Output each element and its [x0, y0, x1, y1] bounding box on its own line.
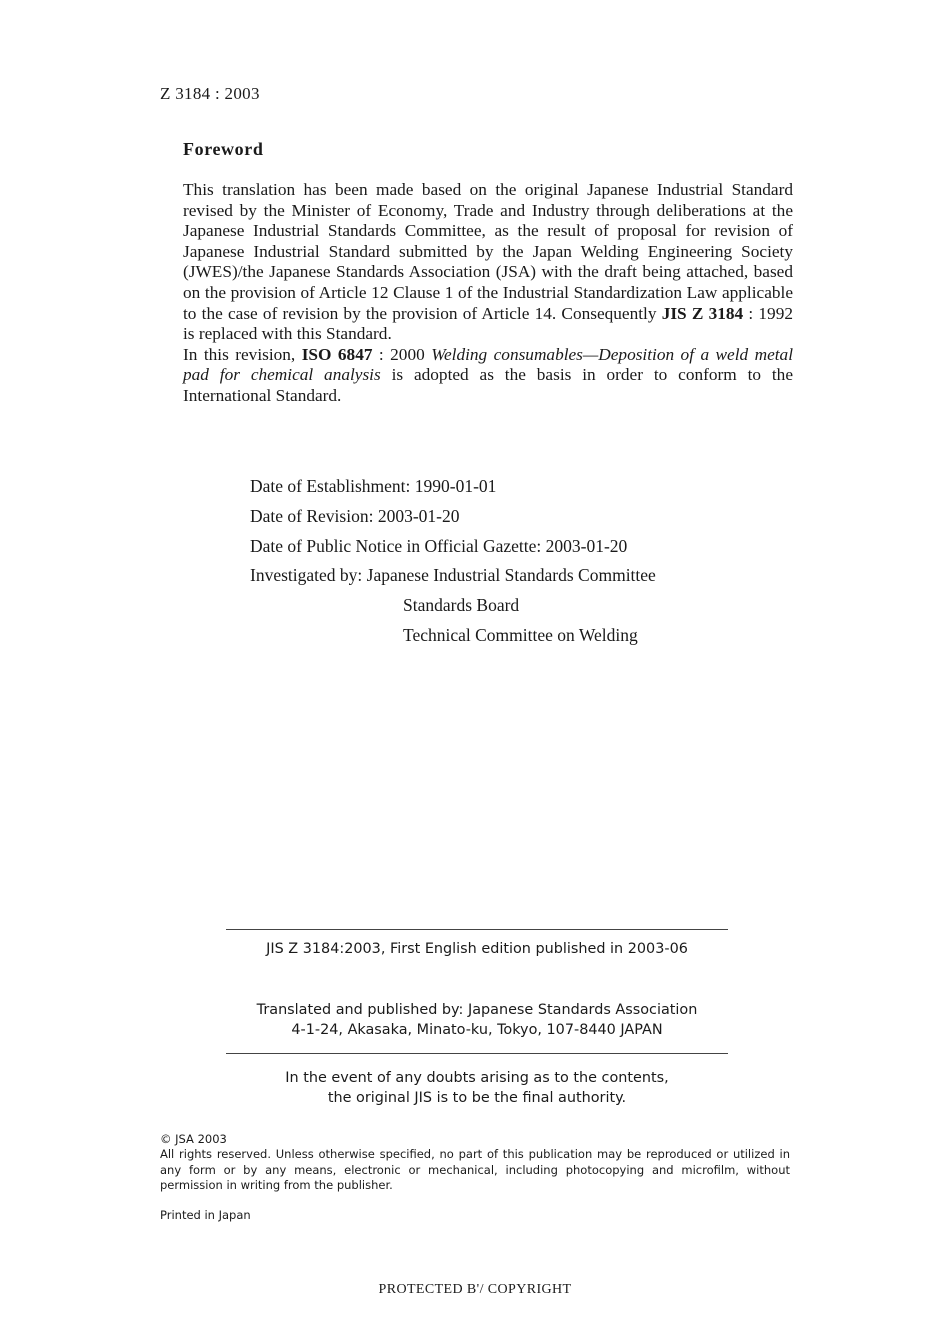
- foreword-heading: Foreword: [183, 139, 264, 159]
- investigated-by-label: Investigated by:: [250, 565, 367, 586]
- foreword-paragraph-1-end: : 1992 is replaced with this Standard.: [183, 303, 793, 344]
- iso-reference: ISO 6847: [301, 344, 373, 364]
- publisher-name: Translated and published by: Japanese Standards Association: [256, 1002, 698, 1018]
- edition-statement: JIS Z 3184:2003, First English edition published in 2003-06: [266, 941, 688, 957]
- foreword-paragraph-1: [183, 180, 793, 345]
- foreword-paragraph-2-start: In this revision,: [183, 344, 302, 364]
- iso-year: : 2000: [372, 344, 432, 364]
- jis-reference: JIS Z 3184: [661, 303, 744, 323]
- date-of-public-notice: Date of Public Notice in Official Gazette: 2003-01-20: [250, 535, 628, 556]
- document-code: Z 3184 : 2003: [160, 84, 260, 103]
- copyright-block: [160, 1132, 790, 1194]
- foreword-paragraph-2: [183, 345, 793, 407]
- iso-title: Welding consumables—Deposition of a weld metal pad for chemical analysis: [183, 344, 794, 385]
- investigated-by-committee: Japanese Industrial Standards Committee: [366, 565, 656, 586]
- protected-footer: PROTECTED B'/ COPYRIGHT: [378, 1282, 572, 1297]
- investigated-by-technical-committee: Technical Committee on Welding: [403, 624, 638, 645]
- foreword-paragraph-1-text: This translation has been made based on the original Japanese Industrial Standard revised by the Minister of Economy, Trade and Industry through deliberations at the Japanese Industrial Standards Committee, as the result of proposal for revision of Japanese Industrial Standard submitted by the Japan Welding Engineering Society (JWES)/the Japanese Standards Association (JSA) with the draft being attached, based on the provision of Article 12 Clause 1 of the Industrial Standardization Law applicable to the case of revision by the provision of Article 14. Consequently: [183, 180, 793, 323]
- divider-top: [226, 929, 728, 930]
- publisher-block: [226, 1001, 728, 1040]
- foreword-body: [183, 180, 793, 407]
- publisher-address: 4-1-24, Akasaka, Minato-ku, Tokyo, 107-8440 JAPAN: [291, 1021, 663, 1038]
- authority-notice: [226, 1069, 728, 1108]
- divider-bottom: [226, 1053, 728, 1054]
- copyright-notice: © JSA 2003: [160, 1132, 227, 1146]
- investigated-by: [250, 561, 656, 591]
- dates-block: [250, 472, 656, 651]
- date-of-establishment: Date of Establishment: 1990-01-01: [250, 476, 497, 496]
- date-of-revision: Date of Revision: 2003-01-20: [250, 505, 460, 526]
- investigated-by-board: Standards Board: [403, 595, 520, 616]
- printed-in: Printed in Japan: [160, 1208, 251, 1222]
- authority-line-2: the original JIS is to be the final authority.: [327, 1089, 627, 1106]
- authority-line-1: In the event of any doubts arising as to the contents,: [285, 1070, 669, 1086]
- foreword-paragraph-2-end: is adopted as the basis in order to conform to the International Standard.: [183, 365, 793, 405]
- rights-statement: All rights reserved. Unless otherwise specified, no part of this publication may be reproduced or utilized in any form or by any means, electronic or mechanical, including photocopying and microfilm, without permission in writing from the publisher.: [160, 1147, 790, 1193]
